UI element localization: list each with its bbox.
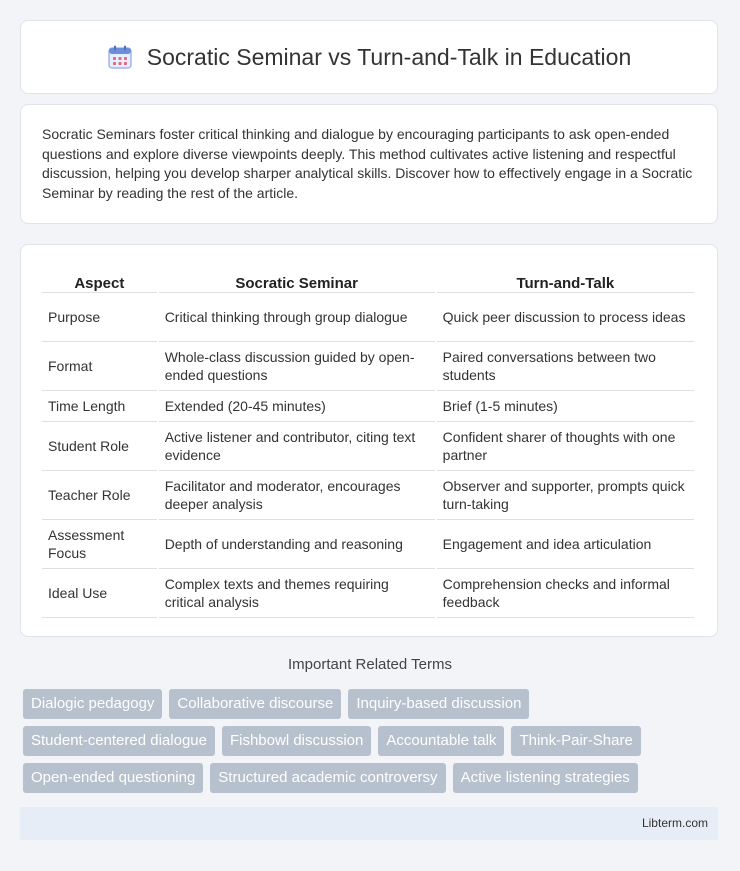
table-row [42,569,694,618]
row-socratic: Whole-class discussion guided by open-ended questions [159,342,435,391]
row-turn-and-talk: Paired conversations between two students [437,342,694,391]
tag-row [23,689,723,719]
related-term-tag[interactable]: Accountable talk [378,726,504,756]
table-header-row [42,265,694,293]
row-aspect: Student Role [42,422,157,471]
table-row [42,422,694,471]
related-term-tag[interactable]: Fishbowl discussion [222,726,371,756]
header-card [20,20,718,94]
intro-card [20,104,718,224]
header-turn-and-talk: Turn-and-Talk [437,265,694,293]
row-aspect: Purpose [42,293,157,342]
related-terms-title: Important Related Terms [288,656,452,673]
table-row [42,342,694,391]
row-socratic: Complex texts and themes requiring critical analysis [159,569,435,618]
row-aspect: Format [42,342,157,391]
header-socratic-seminar: Socratic Seminar [159,265,435,293]
footer-site-link[interactable]: Libterm.com [641,816,708,830]
related-term-tag[interactable]: Dialogic pedagogy [23,689,162,719]
related-term-tag[interactable]: Student-centered dialogue [23,726,215,756]
related-term-tag[interactable]: Inquiry-based discussion [348,689,529,719]
table-row [42,391,694,422]
related-term-tag[interactable]: Collaborative discourse [169,689,341,719]
related-term-tag[interactable]: Active listening strategies [453,763,638,793]
calendar-icon [107,44,133,70]
row-aspect: Time Length [42,391,157,422]
row-socratic: Facilitator and moderator, encourages deeper analysis [159,471,435,520]
header-aspect: Aspect [42,265,157,293]
row-turn-and-talk: Comprehension checks and informal feedback [437,569,694,618]
tag-row [23,763,723,793]
page-title: Socratic Seminar vs Turn-and-Talk in Education [146,43,632,70]
comparison-table-card [20,244,718,637]
row-turn-and-talk: Observer and supporter, prompts quick turn-taking [437,471,694,520]
related-term-tag[interactable]: Open-ended questioning [23,763,203,793]
row-socratic: Extended (20-45 minutes) [159,391,435,422]
table-row [42,293,694,342]
title-wrap [107,44,632,71]
row-turn-and-talk: Quick peer discussion to process ideas [437,293,694,342]
row-socratic: Depth of understanding and reasoning [159,520,435,569]
table-row [42,520,694,569]
row-aspect: Teacher Role [42,471,157,520]
related-terms-tags [23,689,723,800]
row-aspect: Ideal Use [42,569,157,618]
related-term-tag[interactable]: Structured academic controversy [210,763,445,793]
table-row [42,471,694,520]
row-socratic: Critical thinking through group dialogue [159,293,435,342]
row-turn-and-talk: Brief (1-5 minutes) [437,391,694,422]
intro-text: Socratic Seminars foster critical thinking and dialogue by encouraging participants to ask open-ended questions and explore diverse viewpoints deeply. This method cultivates active listening and respectful discussion, helping you develop sharper analytical skills. Discover how to effectively engage in a Socratic Seminar by reading the rest of the article. [42,126,693,201]
footer [20,807,718,840]
row-turn-and-talk: Engagement and idea articulation [437,520,694,569]
comparison-table [40,265,696,618]
tag-row [23,726,723,756]
related-term-tag[interactable]: Think-Pair-Share [511,726,640,756]
row-aspect: Assessment Focus [42,520,157,569]
row-socratic: Active listener and contributor, citing text evidence [159,422,435,471]
row-turn-and-talk: Confident sharer of thoughts with one partner [437,422,694,471]
